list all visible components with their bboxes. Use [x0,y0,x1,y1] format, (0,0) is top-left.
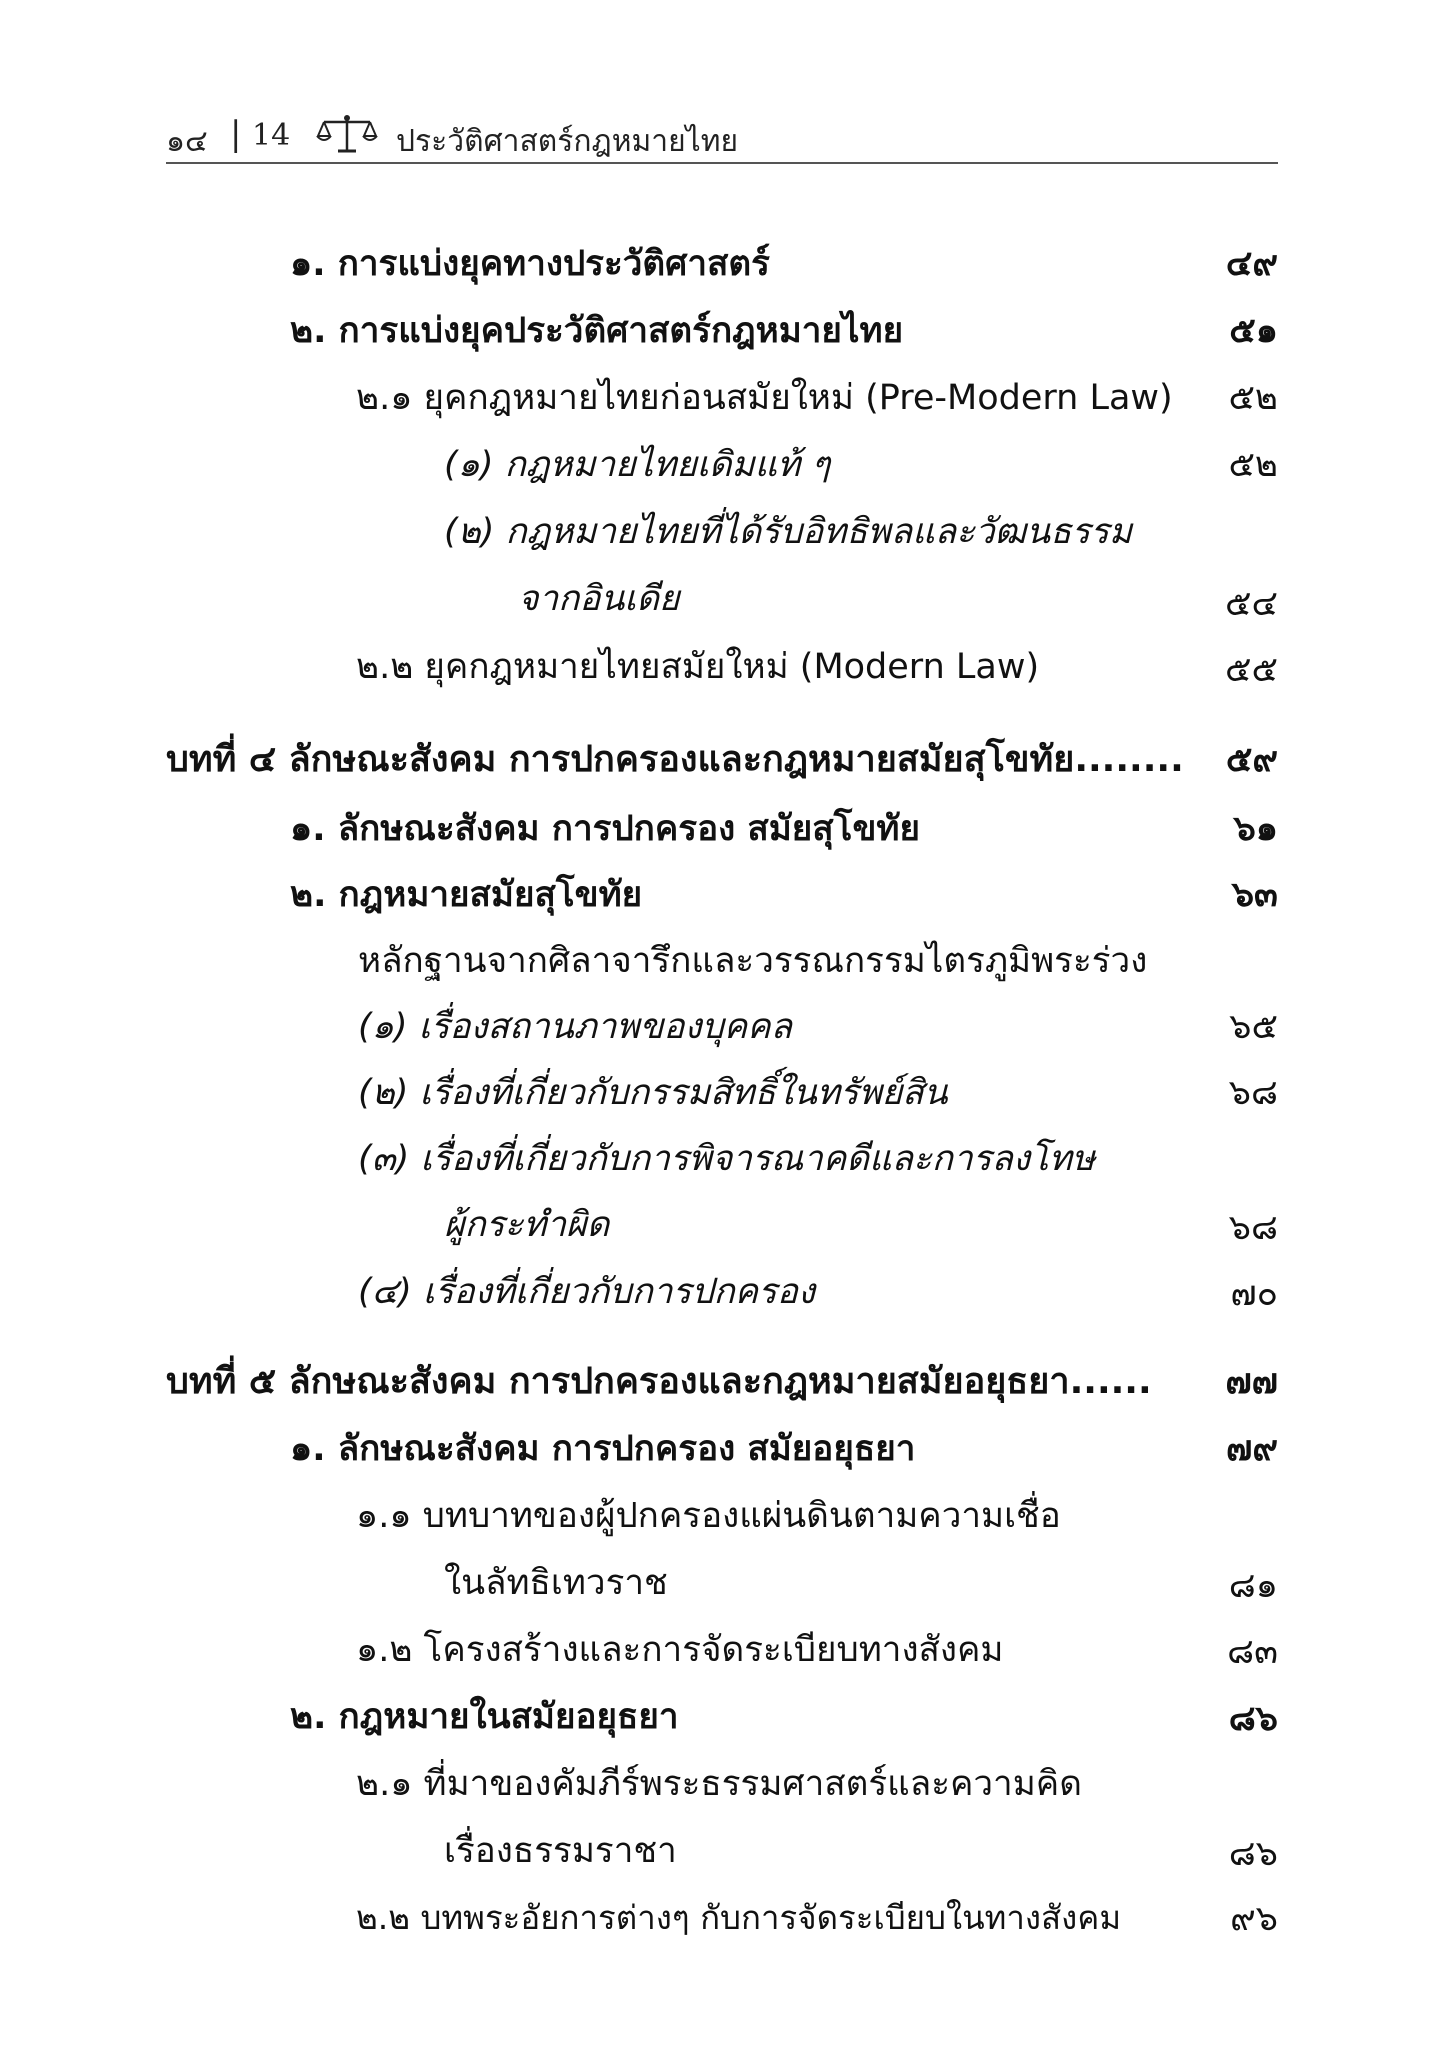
toc-page-number: ๘๖ [1228,1699,1278,1739]
toc-entry: ๒. การแบ่งยุคประวัติศาสตร์กฎหมายไทย [290,311,904,351]
toc-page-number: ๔๙ [1225,244,1278,284]
toc-page-number: ๕๕ [1225,650,1278,690]
toc-page-number: ๖๑ [1233,809,1278,849]
toc-entry: ๒.๒ ยุคกฎหมายไทยสมัยใหม่ (Modern Law) [356,647,1040,687]
toc-page-number: ๖๕ [1229,1007,1278,1047]
toc-entry-continuation: ในลัทธิเทวราช [444,1563,668,1603]
toc-entry: ๒. กฎหมายสมัยสุโขทัย [290,875,643,915]
toc-entry-continuation: ผู้กระทำผิด [444,1205,610,1245]
chapter-heading: บทที่ ๔ ลักษณะสังคม การปกครองและกฎหมายสมัยสุโขทัย........ [166,739,1184,780]
toc-entry: ๑.๒ โครงสร้างและการจัดระเบียบทางสังคม [356,1630,1004,1670]
toc-entry-continuation: จากอินเดีย [518,579,680,619]
toc-entry: ๒.๒ บทพระอัยการต่างๆ กับการจัดระเบียบในทางสังคม [356,1898,1122,1937]
toc-page-number: ๘๖ [1228,1834,1278,1874]
toc-entry-continuation: เรื่องธรรมราชา [444,1831,677,1871]
toc-page-number: ๕๑ [1229,311,1278,351]
toc-entry: (๒) กฎหมายไทยที่ได้รับอิทธิพลและวัฒนธรรม [444,512,1133,552]
toc-entry: ๑. การแบ่งยุคทางประวัติศาสตร์ [290,244,770,284]
header-divider: | [230,114,242,154]
toc-entry: ๒.๑ ที่มาของคัมภีร์พระธรรมศาสตร์และความคิด [356,1764,1082,1804]
toc-entry: (๔) เรื่องที่เกี่ยวกับการปกครอง [358,1272,815,1312]
toc-entry: (๑) เรื่องสถานภาพของบุคคล [358,1007,792,1047]
toc-page-number: ๗๙ [1226,1429,1278,1469]
page-number-arabic: 14 [252,118,291,153]
toc-page-number: ๕๙ [1225,740,1278,780]
toc-entry: ๑. ลักษณะสังคม การปกครอง สมัยอยุธยา [290,1429,916,1469]
toc-page-number: ๘๓ [1227,1632,1278,1672]
toc-entry: (๒) เรื่องที่เกี่ยวกับกรรมสิทธิ์ในทรัพย์สิน [358,1073,948,1113]
toc-page-number: ๖๓ [1231,875,1278,915]
toc-page-number: ๙๖ [1230,1899,1278,1939]
toc-entry: ๒.๑ ยุคกฎหมายไทยก่อนสมัยใหม่ (Pre-Modern Law) [356,378,1173,418]
toc-page-number: ๖๘ [1228,1208,1278,1248]
book-title: ประวัติศาสตร์กฎหมายไทย [396,124,739,159]
chapter-heading: บทที่ ๕ ลักษณะสังคม การปกครองและกฎหมายสมัยอยุธยา...... [166,1361,1152,1402]
toc-page-number: ๘๑ [1228,1566,1278,1606]
toc-page-number: ๖๘ [1228,1073,1278,1113]
toc-page-number: ๗๗ [1225,1362,1278,1402]
toc-entry: ๒. กฎหมายในสมัยอยุธยา [290,1697,679,1737]
toc-page-number: ๕๒ [1228,445,1278,485]
toc-entry: ๑. ลักษณะสังคม การปกครอง สมัยสุโขทัย [290,809,920,849]
toc-page-number: ๕๒ [1228,378,1278,418]
toc-page-number: ๗๐ [1230,1274,1278,1314]
toc-page-number: ๕๔ [1225,584,1278,624]
toc-entry: ๑.๑ บทบาทของผู้ปกครองแผ่นดินตามความเชื่อ [356,1496,1061,1536]
toc-entry: (๑) กฎหมายไทยเดิมแท้ ๆ [444,445,831,485]
toc-entry: หลักฐานจากศิลาจารึกและวรรณกรรมไตรภูมิพระร่วง [358,941,1148,981]
toc-entry: (๓) เรื่องที่เกี่ยวกับการพิจารณาคดีและการลงโทษ [358,1139,1095,1179]
page-number-thai: ๑๔ [166,124,208,159]
